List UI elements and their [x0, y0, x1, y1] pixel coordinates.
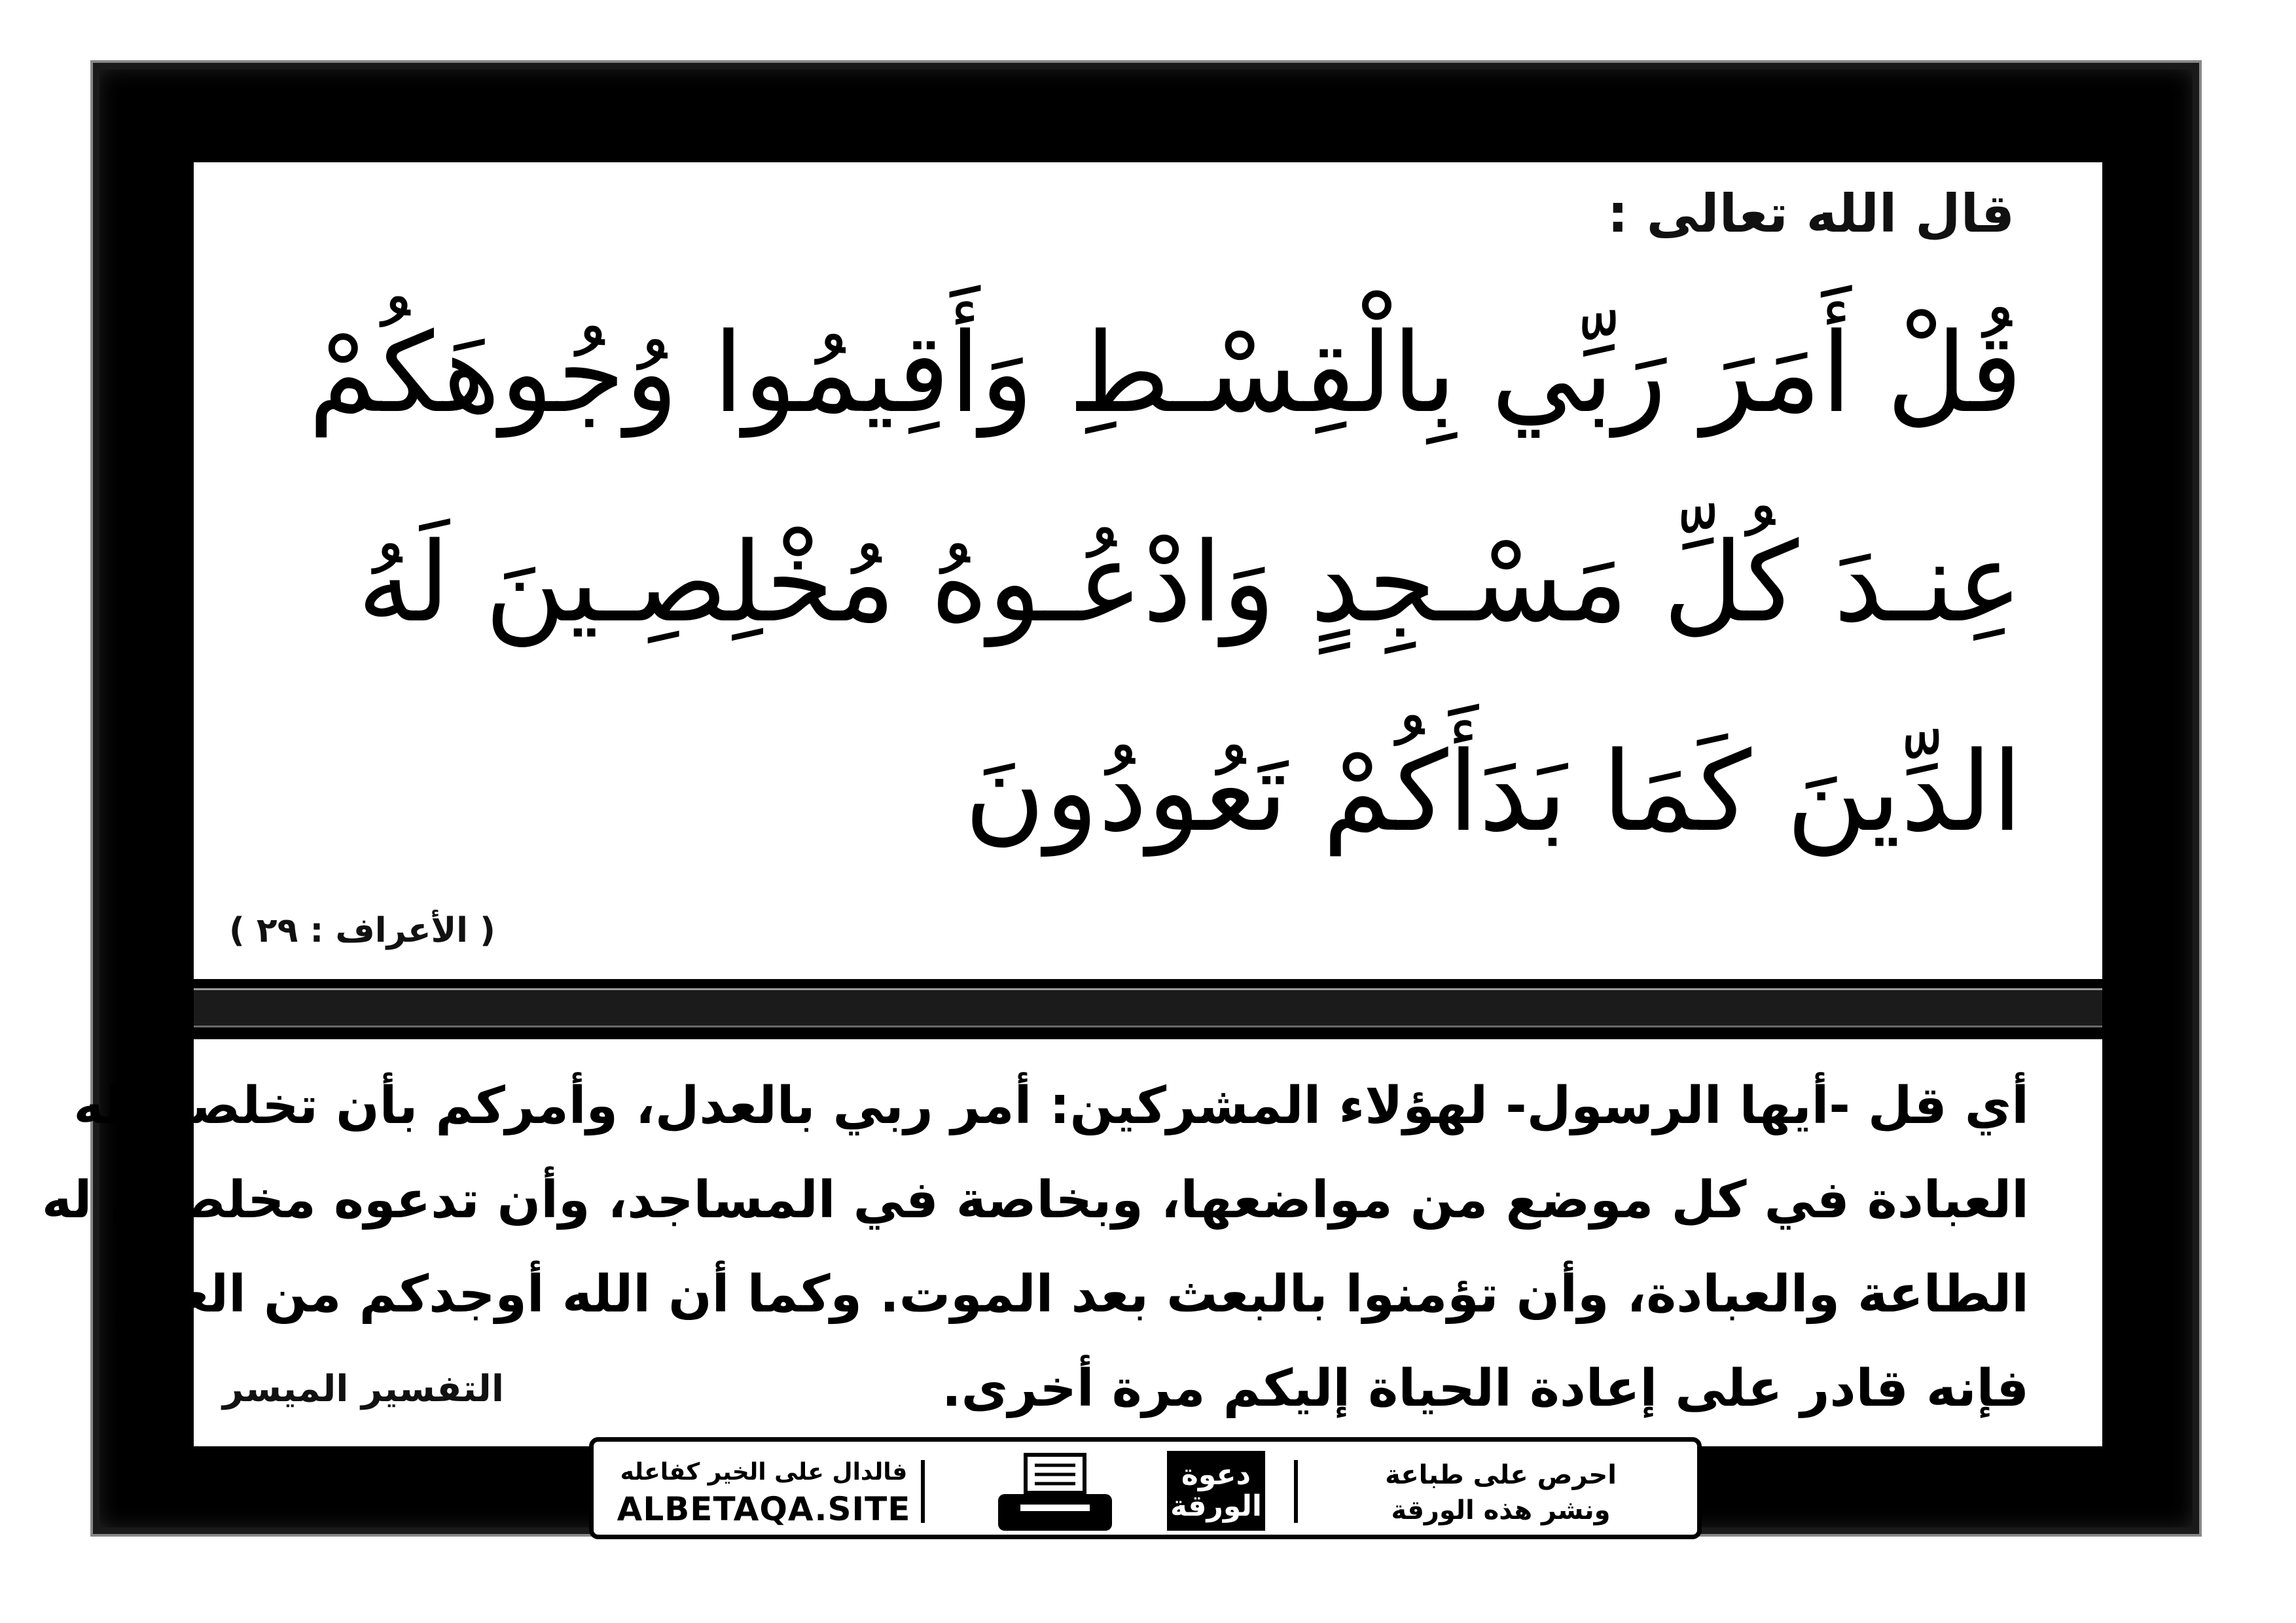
heading: قال الله تعالى : — [1607, 183, 2015, 244]
tafsir-line: فإنه قادر على إعادة الحياة إليكم مرة أخرى. — [941, 1359, 2029, 1418]
quran-verse — [236, 268, 2022, 897]
dawah-logo — [1167, 1451, 1265, 1531]
printer-icon — [994, 1452, 1116, 1535]
verse-line: قُلْ أَمَرَ رَبِّي بِالْقِسْـطِ وَأَقِيمُوا وُجُوهَكُمْ — [308, 309, 2022, 437]
print-appeal — [1350, 1457, 1651, 1528]
verse-line: الدِّينَ كَمَا بَدَأَكُمْ تَعُودُونَ — [964, 728, 2022, 856]
print-appeal-line2: ونشر هذه الورقة — [1391, 1495, 1611, 1525]
tafsir-line: الطاعة والعبادة، وأن تؤمنوا بالبعث بعد الموت. وكما أن الله أوجدكم من العدم — [113, 1265, 2029, 1324]
tafsir-line: العبادة في كل موضع من مواضعها، وبخاصة في المساجد، وأن تدعوه مخلصين له — [41, 1171, 2029, 1230]
print-appeal-line1: احرص على طباعة — [1385, 1460, 1617, 1490]
divider-bar — [194, 988, 2102, 1027]
footer-slogan: فالدال على الخير كفاعله — [620, 1459, 908, 1486]
logo-line2: الورقة — [1170, 1489, 1263, 1523]
verse-line: عِنـدَ كُلِّ مَسْـجِدٍ وَادْعُـوهُ مُخْلِصِـينَ لَهُ — [357, 518, 2022, 647]
site-url: ALBETAQA.SITE — [617, 1490, 911, 1528]
tafsir-line: أي قل -أيها الرسول- لهؤلاء المشركين: أمر ربي بالعدل، وأمركم بأن تخلصوا له — [73, 1077, 2029, 1135]
footer-separator — [1294, 1460, 1298, 1523]
footer-separator — [921, 1460, 925, 1523]
logo-line1: دعوة — [1181, 1458, 1251, 1491]
verse-reference: ( الأعراف : ٢٩ ) — [229, 911, 495, 950]
tafsir-source: التفسير الميسر — [223, 1368, 505, 1410]
footer-banner — [589, 1437, 1702, 1539]
